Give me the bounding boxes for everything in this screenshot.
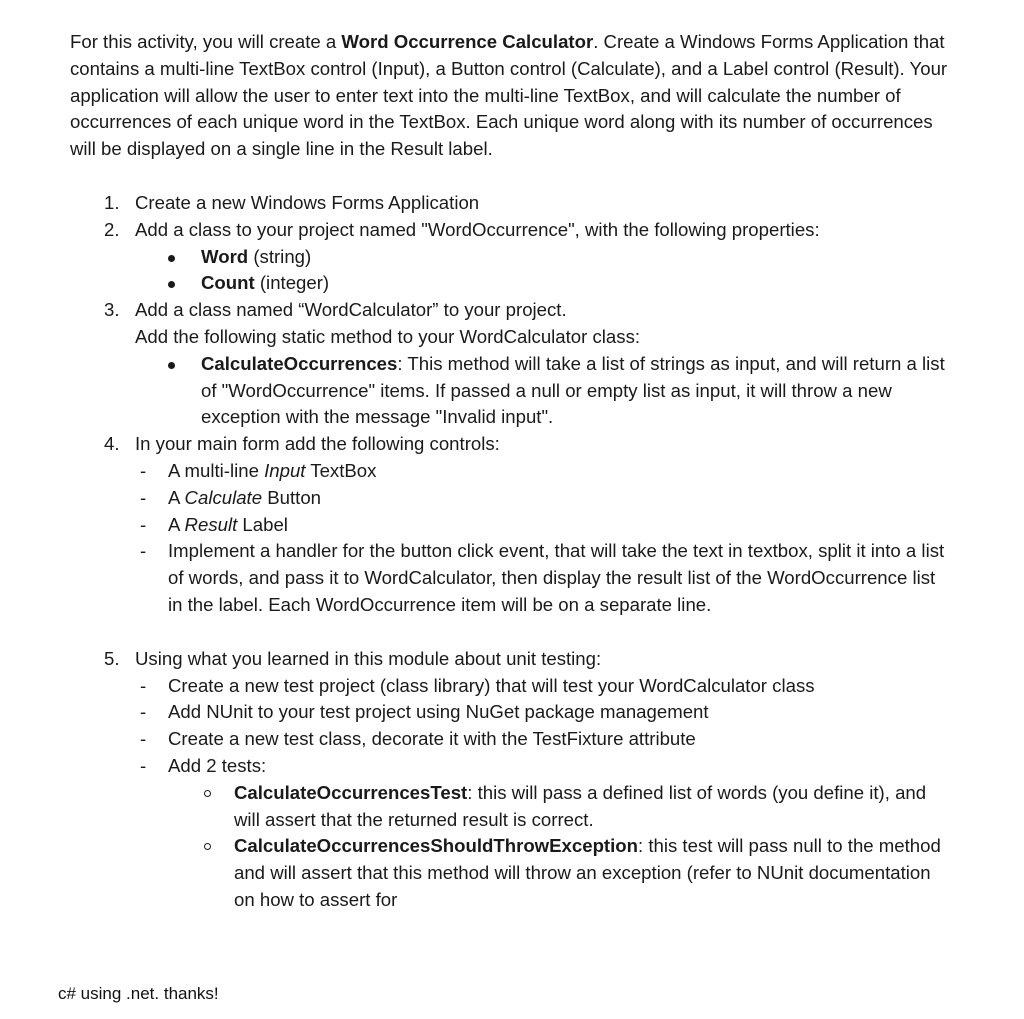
bullet-icon	[168, 281, 175, 288]
testing-item	[135, 673, 950, 700]
test-case-item	[168, 833, 950, 913]
control-item	[135, 485, 950, 512]
intro-text-2: . Create a Windows Forms Application that contains a multi-line TextBox control (Input), a Button control (Calculate), and a Label control (Result). Your application will allow the user to enter text into the multi-line TextBox, and will calculate the number of occurrences of each unique word in the TextBox. Each unique word along with its number of occurrences will be displayed on a single line in the Result label.	[70, 31, 948, 160]
property-name: Count	[201, 272, 255, 294]
step-text: Add a class to your project named "WordOccurrence", with the following properties:	[135, 218, 820, 240]
handler-text: Implement a handler for the button click event, that will take the text in textbox, split it into a list of words, and pass it to WordCalculator, then display the result list of the WordOccurrence list in the label. Each WordOccurrence item will be on a separate line.	[168, 540, 945, 615]
method-item	[70, 351, 950, 431]
control-name: Result	[184, 513, 238, 535]
controls-list	[135, 458, 950, 619]
control-item	[135, 458, 950, 485]
step-number: 4.	[104, 433, 120, 455]
testing-item	[135, 699, 950, 726]
property-type: (integer)	[254, 272, 330, 294]
dash-marker: -	[140, 754, 147, 776]
dash-marker: -	[140, 540, 147, 562]
intro-text-1: For this activity, you will create a	[70, 31, 342, 52]
step-text: Add a class named “WordCalculator” to your project.	[135, 299, 567, 321]
test-name: CalculateOccurrencesTest	[234, 781, 468, 803]
control-item	[135, 512, 950, 539]
step-1	[70, 190, 950, 217]
test-name: CalculateOccurrencesShouldThrowException	[234, 835, 638, 857]
step-3	[70, 297, 950, 351]
bullet-icon	[168, 255, 175, 262]
step-text: Create a new Windows Forms Application	[135, 191, 480, 213]
control-item	[135, 538, 950, 618]
steps-list	[70, 190, 950, 914]
property-item	[70, 244, 950, 271]
circle-bullet-icon	[204, 790, 211, 797]
intro-paragraph	[70, 29, 950, 163]
testing-list	[135, 673, 950, 914]
step-number: 1.	[104, 191, 120, 213]
step-text: In your main form add the following controls:	[135, 433, 500, 455]
control-type: TextBox	[305, 459, 377, 481]
dash-marker: -	[140, 674, 147, 696]
control-type: Label	[237, 513, 288, 535]
step-text-line2: Add the following static method to your WordCalculator class:	[135, 325, 641, 347]
test-description: : this will pass a defined list of words (you define it), and will assert that the returned result is correct.	[234, 781, 927, 830]
method-list	[70, 351, 950, 431]
step-text: Using what you learned in this module about unit testing:	[135, 647, 602, 669]
step-2	[70, 217, 950, 244]
control-text: A	[168, 486, 185, 508]
dash-marker: -	[140, 459, 147, 481]
dash-marker: -	[140, 513, 147, 535]
circle-bullet-icon	[204, 843, 211, 850]
bullet-icon	[168, 362, 175, 369]
property-type: (string)	[248, 245, 312, 267]
test-description: : this test will pass null to the method and will assert that this method will throw an exception (refer to NUnit documentation on how to assert for	[234, 835, 941, 910]
testing-item	[135, 726, 950, 753]
step-number: 2.	[104, 218, 120, 240]
step-number: 3.	[104, 299, 120, 321]
control-text: A multi-line	[168, 459, 265, 481]
test-cases-list	[168, 780, 950, 914]
assignment-document	[70, 29, 950, 914]
method-name: CalculateOccurrences	[201, 352, 398, 374]
method-description: : This method will take a list of strings as input, and will return a list of "WordOccurrence" items. If passed a null or empty list as input, it will throw a new exception with the message "Invalid input".	[201, 352, 945, 428]
step-4	[70, 431, 950, 619]
control-name: Input	[264, 459, 306, 481]
testing-text: Add NUnit to your test project using NuGet package management	[168, 701, 709, 723]
property-name: Word	[201, 245, 249, 267]
control-name: Calculate	[184, 486, 263, 508]
footer-note: c# using .net. thanks!	[58, 984, 219, 1003]
activity-title: Word Occurrence Calculator	[341, 31, 594, 52]
dash-marker: -	[140, 486, 147, 508]
step-5	[70, 646, 950, 914]
property-item	[70, 270, 950, 297]
test-case-item	[168, 780, 950, 834]
dash-marker: -	[140, 701, 147, 723]
property-list	[70, 244, 950, 298]
testing-item	[135, 753, 950, 914]
control-type: Button	[262, 486, 322, 508]
testing-text: Create a new test project (class library) that will test your WordCalculator class	[168, 674, 815, 696]
control-text: A	[168, 513, 185, 535]
testing-text: Add 2 tests:	[168, 754, 267, 776]
step-number: 5.	[104, 647, 120, 669]
dash-marker: -	[140, 728, 147, 750]
testing-text: Create a new test class, decorate it with the TestFixture attribute	[168, 728, 696, 750]
